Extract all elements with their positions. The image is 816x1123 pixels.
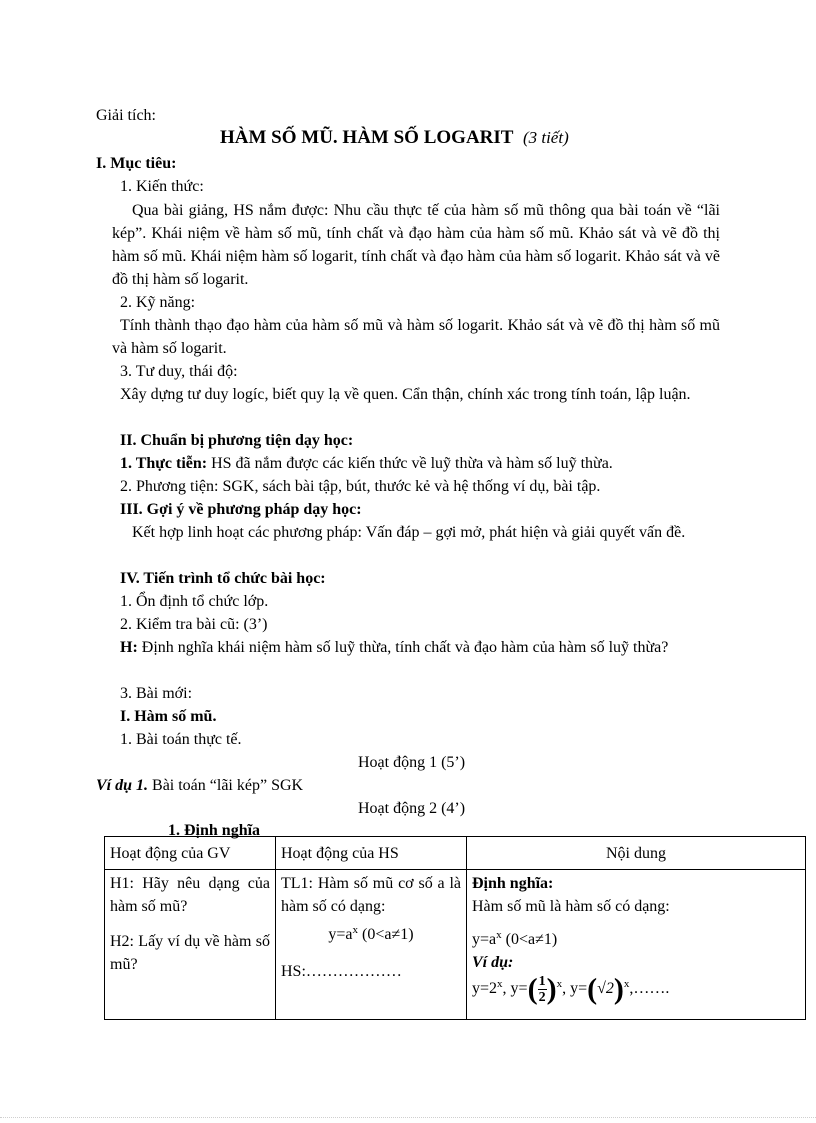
content-definition-text: Hàm số mũ là hàm số có dạng: [472,898,670,915]
content-formula [472,928,800,951]
header-content: Nội dung [467,837,806,870]
right-paren-1: ) [546,972,557,1006]
knowledge-label: 1. Kiến thức: [120,178,204,195]
content-formula-base: y=a [472,931,497,948]
content-examples [472,974,800,1005]
part-exponential-item-1: 1. Bài toán thực tế. [120,731,242,748]
knowledge-text: Qua bài giảng, HS nắm được: Nhu cầu thực tế của hàm số mũ thông qua bài toán về “lãi kép”. Khái niệm về hàm số mũ, tính chất và đạo hàm của hàm số mũ. Khảo sát và vẽ đồ thị hàm số mũ. Khái niệm hàm số logarit, tính chất và đạo hàm của hàm số logarit. Khảo sát và vẽ đồ thị hàm số logarit. [112,202,720,288]
example-exp-3: x [623,978,630,991]
left-paren-2: ( [587,972,598,1006]
student-cell [276,870,467,1020]
page-title [220,126,569,149]
example-separator-1: , y= [502,980,528,998]
subject-label: Giải tích: [96,107,156,124]
student-formula-base: y=a [328,926,353,943]
right-paren-2: ) [613,972,624,1006]
student-formula [281,923,461,946]
skill-label: 2. Kỹ năng: [120,294,196,311]
process-item-1: 1. Ổn định tổ chức lớp. [120,593,269,610]
example-1 [96,774,303,797]
fraction-half [538,974,547,1005]
student-formula-cond: (0<a≠1) [362,926,414,943]
teacher-question-1: H1: Hãy nêu dạng của hàm số mũ? [110,875,270,915]
content-example-label: Ví dụ: [472,954,514,971]
section-objectives-heading: I. Mục tiêu: [96,155,177,172]
review-question-label: H: [120,639,138,656]
fraction-denominator: 2 [538,990,546,1005]
content-formula-cond: (0<a≠1) [505,931,558,948]
example-separator-2: , y= [562,980,588,998]
review-question-text: Định nghĩa khái niệm hàm số luỹ thừa, tính chất và đạo hàm của hàm số luỹ thừa? [141,639,669,656]
header-teacher: Hoạt động của GV [105,837,276,870]
activity-1-label: Hoạt động 1 (5’) [358,754,466,771]
preparation-item-2: 2. Phương tiện: SGK, sách bài tập, bút, thước kẻ và hệ thống ví dụ, bài tập. [120,478,601,495]
section-preparation-heading: II. Chuẩn bị phương tiện dạy học: [120,432,354,449]
example-exp-1: x [497,978,503,991]
activity-2-label: Hoạt động 2 (4’) [358,800,466,817]
part-exponential-heading: I. Hàm số mũ. [120,708,217,725]
activity-table [104,836,806,1020]
student-answer-blank: HS:……………… [281,963,402,980]
preparation-item-1 [120,452,613,475]
example-tail: ,……. [629,980,670,998]
page-bottom-divider [0,1117,816,1118]
table-row [105,870,806,1020]
process-item-2: 2. Kiểm tra bài cũ: (3’) [120,616,268,633]
example-base-2: y=2 [472,980,498,998]
content-definition-label: Định nghĩa: [472,875,554,892]
title-periods: (3 tiết) [522,128,569,147]
content-formula-exp: x [496,929,502,941]
attitude-text: Xây dựng tư duy logíc, biết quy lạ về quen. Cẩn thận, chính xác trong tính toán, lập luận. [120,386,691,403]
student-answer-1: TL1: Hàm số mũ cơ số a là hàm số có dạng: [281,875,461,915]
fraction-numerator: 1 [538,974,546,989]
example-exp-2: x [556,978,563,991]
header-student: Hoạt động của HS [276,837,467,870]
sqrt-two: √2 [597,980,614,998]
table-header-row [105,837,806,870]
preparation-item-1-label: 1. Thực tiễn: [120,455,208,472]
preparation-item-1-text: HS đã nắm được các kiến thức về luỹ thừa và hàm số luỹ thừa. [211,455,613,472]
definition-heading: 1. Định nghĩa [168,822,261,839]
example-1-text: Bài toán “lãi kép” SGK [152,777,304,794]
section-method-heading: III. Gợi ý về phương pháp dạy học: [120,501,362,518]
content-cell [467,870,806,1020]
skill-text: Tính thành thạo đạo hàm của hàm số mũ và hàm số logarit. Khảo sát và vẽ đồ thị hàm số mũ và hàm số logarit. [112,317,720,357]
teacher-cell [105,870,276,1020]
teacher-question-2: H2: Lấy ví dụ về hàm số mũ? [110,933,270,973]
student-formula-exp: x [352,924,359,936]
review-question [112,636,720,659]
section-process-heading: IV. Tiến trình tổ chức bài học: [120,570,326,587]
attitude-label: 3. Tư duy, thái độ: [120,363,238,380]
example-1-label: Ví dụ 1. [96,777,149,794]
left-paren-1: ( [527,972,538,1006]
process-item-3: 3. Bài mới: [120,685,193,702]
method-text: Kết hợp linh hoạt các phương pháp: Vấn đáp – gợi mở, phát hiện và giải quyết vấn đề. [132,524,686,541]
title-text: HÀM SỐ MŨ. HÀM SỐ LOGARIT [220,127,514,148]
